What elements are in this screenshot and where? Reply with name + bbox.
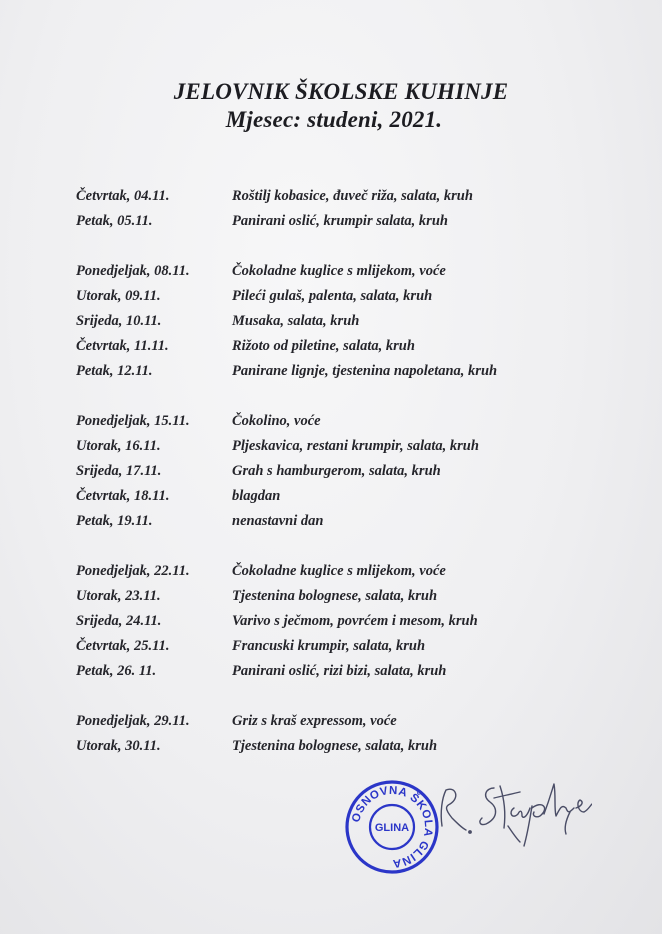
menu-row (0, 286, 662, 306)
menu-day: Petak, 19.11. (76, 513, 153, 529)
signature (432, 768, 592, 858)
menu-day: Petak, 26. 11. (76, 663, 157, 679)
menu-meal: Panirani oslić, rizi bizi, salata, kruh (232, 663, 447, 679)
menu-meal: blagdan (232, 488, 281, 504)
menu-day: Srijeda, 17.11. (76, 463, 162, 479)
signature-text: R. Stojković (436, 856, 442, 857)
menu-row (0, 211, 662, 231)
svg-text:GLINA: GLINA (374, 822, 410, 834)
menu-day: Petak, 12.11. (76, 363, 153, 379)
menu-day: Srijeda, 10.11. (76, 313, 162, 329)
menu-day: Petak, 05.11. (76, 213, 153, 229)
menu-row (0, 486, 662, 506)
menu-day: Ponedjeljak, 22.11. (76, 563, 190, 579)
menu-meal: Panirane lignje, tjestenina napoletana, kruh (232, 363, 498, 379)
menu-row (0, 561, 662, 581)
menu-row (0, 261, 662, 281)
menu-meal: Varivo s ječmom, povrćem i mesom, kruh (232, 613, 478, 629)
menu-day: Utorak, 09.11. (76, 288, 161, 304)
menu-meal: Čokoladne kuglice s mlijekom, voće (232, 563, 446, 579)
menu-row (0, 336, 662, 356)
menu-day: Utorak, 23.11. (76, 588, 161, 604)
menu-meal: Tjestenina bolognese, salata, kruh (232, 738, 438, 754)
menu-day: Ponedjeljak, 29.11. (76, 713, 190, 729)
menu-meal: Tjestenina bolognese, salata, kruh (232, 588, 438, 604)
menu-day: Ponedjeljak, 08.11. (76, 263, 190, 279)
menu-row (0, 711, 662, 731)
menu-day: Četvrtak, 11.11. (76, 338, 169, 354)
menu-meal: Panirani oslić, krumpir salata, kruh (232, 213, 448, 229)
menu-day: Četvrtak, 04.11. (76, 188, 170, 204)
menu-row (0, 361, 662, 381)
menu-meal: Grah s hamburgerom, salata, kruh (232, 463, 441, 479)
menu-day: Srijeda, 24.11. (76, 613, 162, 629)
menu-row (0, 186, 662, 206)
document-title: JELOVNIK ŠKOLSKE KUHINJE (173, 79, 509, 104)
menu-row (0, 411, 662, 431)
menu-meal: Čokolino, voće (232, 413, 321, 429)
menu-meal: Pljeskavica, restani krumpir, salata, kruh (232, 438, 479, 454)
menu-day: Ponedjeljak, 15.11. (76, 413, 190, 429)
menu-row (0, 461, 662, 481)
menu-day: Utorak, 30.11. (76, 738, 161, 754)
menu-day: Četvrtak, 25.11. (76, 638, 170, 654)
menu-meal: Griz s kraš expressom, voće (232, 713, 397, 729)
menu-row (0, 436, 662, 456)
menu-row (0, 511, 662, 531)
menu-day: Četvrtak, 18.11. (76, 488, 170, 504)
menu-row (0, 636, 662, 656)
school-stamp (344, 779, 440, 875)
menu-row (0, 736, 662, 756)
menu-meal: Čokoladne kuglice s mlijekom, voće (232, 263, 446, 279)
menu-meal: Roštilj kobasice, đuveč riža, salata, kruh (232, 188, 473, 204)
menu-meal: Rižoto od piletine, salata, kruh (232, 338, 415, 354)
svg-text:OSNOVNA ŠKOLA GLINA: OSNOVNA ŠKOLA GLINA (350, 784, 435, 870)
menu-day: Utorak, 16.11. (76, 438, 161, 454)
menu-row (0, 311, 662, 331)
menu-meal: nenastavni dan (232, 513, 324, 529)
menu-meal: Musaka, salata, kruh (232, 313, 360, 329)
menu-meal: Pileći gulaš, palenta, salata, kruh (232, 288, 433, 304)
menu-meal: Francuski krumpir, salata, kruh (232, 638, 426, 654)
menu-row (0, 661, 662, 681)
menu-row (0, 611, 662, 631)
document-subtitle: Mjesec: studeni, 2021. (225, 107, 443, 132)
menu-row (0, 586, 662, 606)
